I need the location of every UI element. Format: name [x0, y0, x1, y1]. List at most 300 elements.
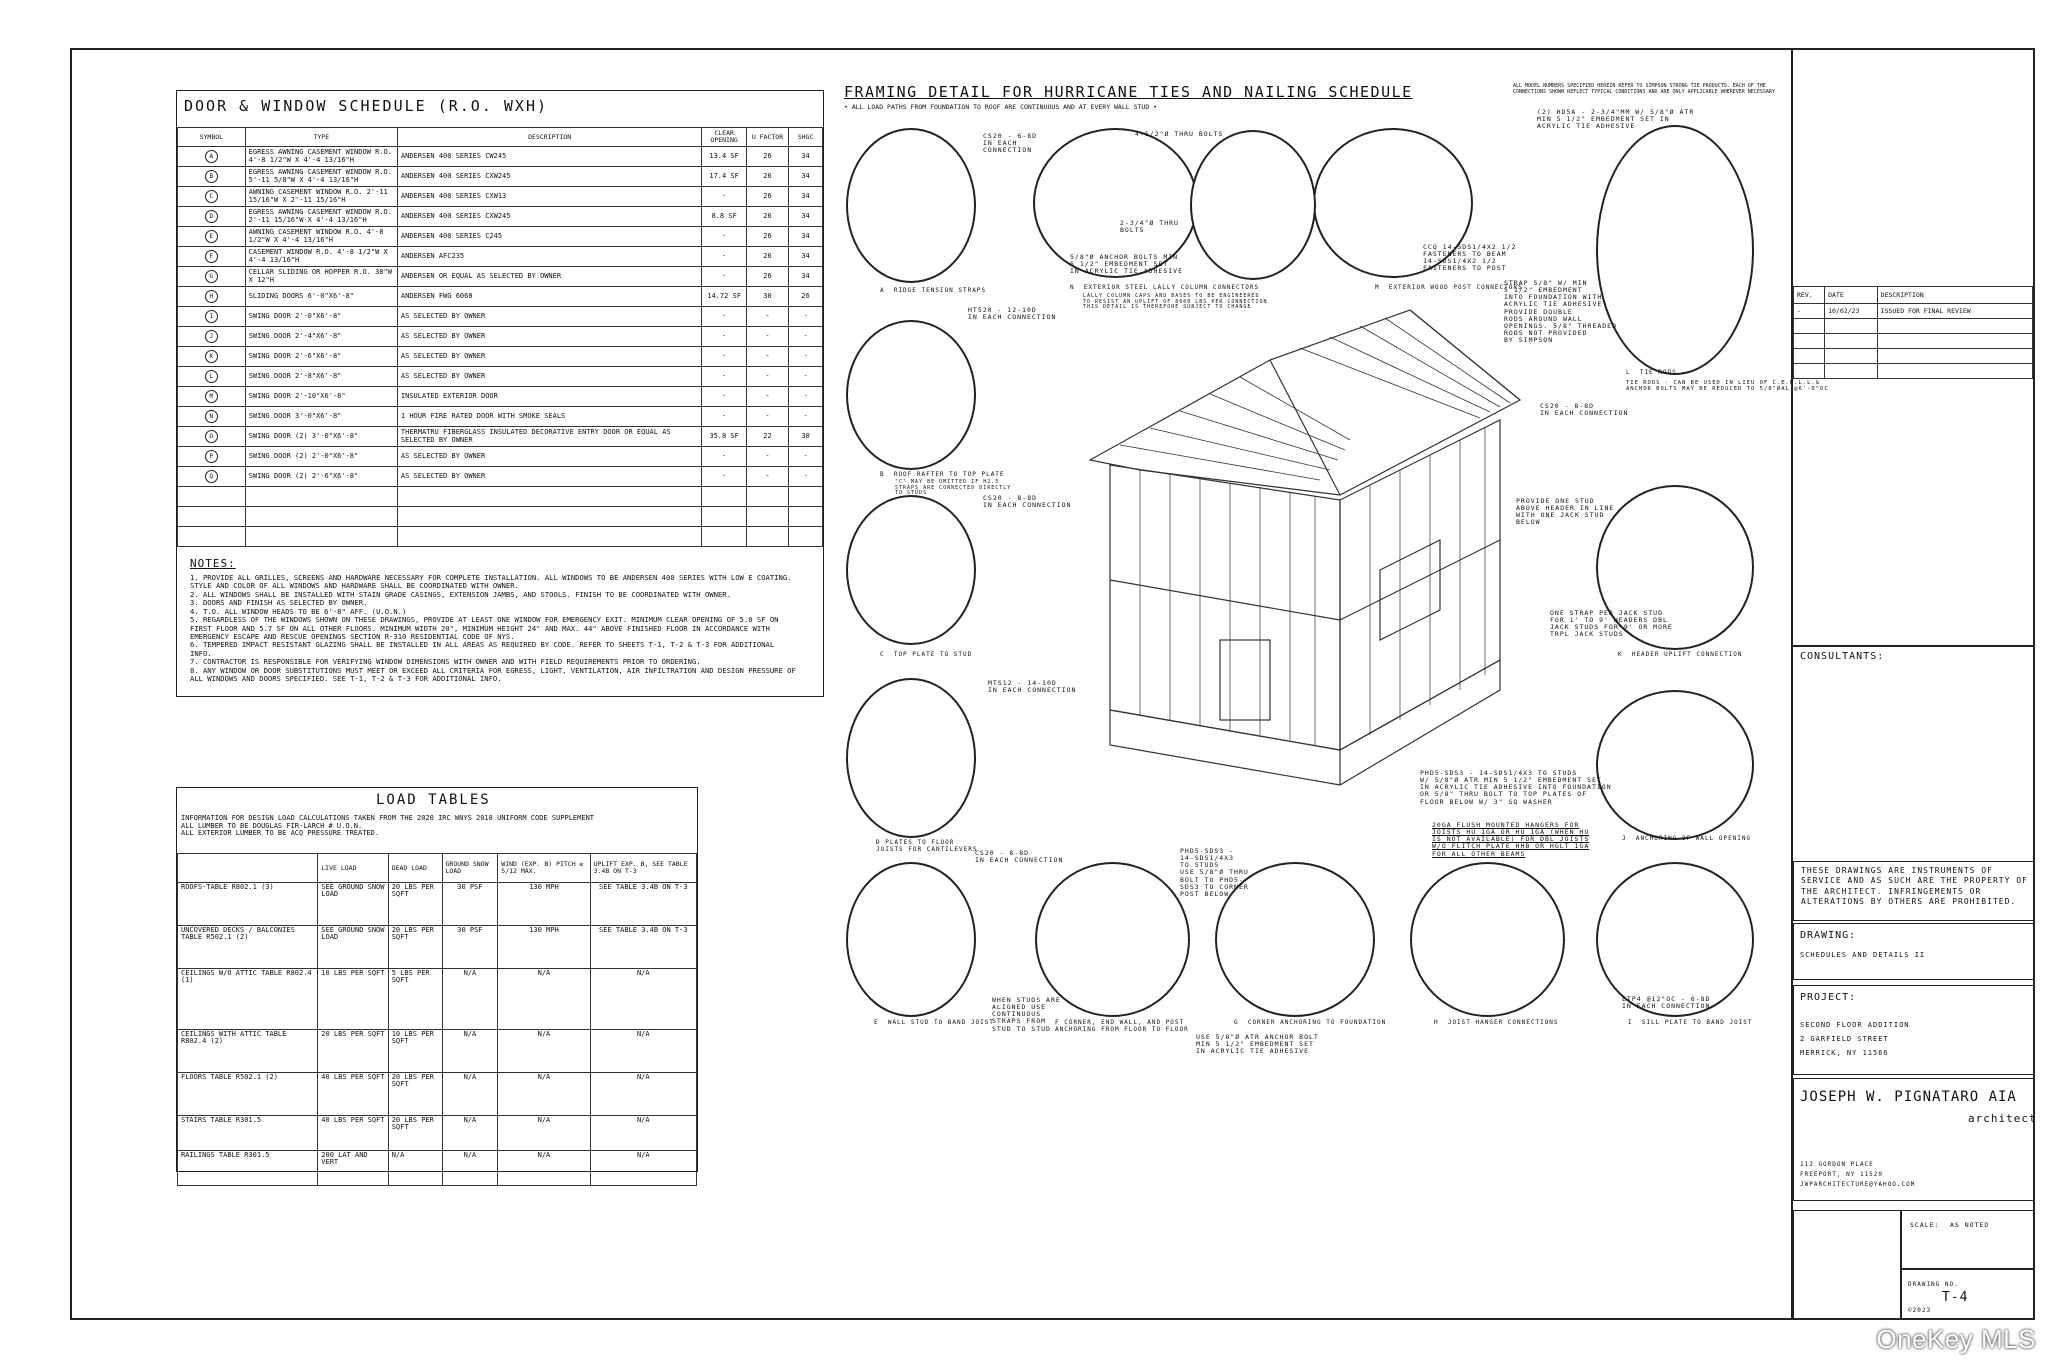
detail-label-d: D PLATES TO FLOOR JOISTS FOR CANTILEVERS — [876, 839, 978, 853]
schedule-cell: - — [702, 267, 746, 287]
schedule-empty-cell — [789, 507, 823, 527]
framing-model-note: ALL MODEL NUMBERS SPECIFIED HEREIN REFER TO SIMPSON STRONG TIE PRODUCTS. EACH OF THE CONNECTIONS SHOWN REFLECT TYPICAL CONDITIONS AND ARE ONLY APPLICABLE WHEREVER NECESSARY — [1513, 83, 1775, 95]
schedule-cell: - — [702, 327, 746, 347]
load-cell: 130 MPH — [498, 883, 590, 926]
schedule-cell: 26 — [789, 287, 823, 307]
schedule-row — [178, 267, 823, 287]
callout-ht520: HT520 - 12-10D IN EACH CONNECTION — [968, 306, 1057, 322]
schedule-cell: AS SELECTED BY OWNER — [397, 367, 702, 387]
schedule-symbol-cell — [178, 367, 246, 387]
revision-empty-cell — [1794, 349, 1825, 364]
note-item: 8. ANY WINDOW OR DOOR SUBSTITUTIONS MUST MEET OR EXCEED ALL CRITERIA FOR EGRESS, LIGHT, VENTILATION, AIR INFILTRATION AND DESIGN PRESSURE OF ALL WINDOWS AND DOORS SPECIFIED. SEE T-1, T-2 & T-3 FOR ADDITIONAL INFO. — [190, 665, 796, 684]
note-item: 6. TEMPERED IMPACT RESISTANT GLAZING SHALL BE INSTALLED IN ALL AREAS AS REQUIRED BY CODE. REFER TO SHEETS T-1, T-2 & T-3 FOR ADDITIONAL INFO. — [190, 640, 775, 658]
load-cell: 130 MPH — [498, 926, 590, 969]
schedule-empty-cell — [245, 527, 397, 547]
load-cell: FLOORS TABLE R502.1 (2) — [178, 1073, 318, 1116]
schedule-empty-cell — [397, 487, 702, 507]
schedule-symbol-cell — [178, 307, 246, 327]
schedule-cell: SWING DOOR (2) 2'-0"X6'-8" — [245, 447, 397, 467]
load-header-cell: DEAD LOAD — [388, 854, 442, 883]
schedule-header-cell: DESCRIPTION — [397, 128, 702, 147]
revision-empty-cell — [1825, 334, 1878, 349]
schedule-cell: 34 — [789, 187, 823, 207]
schedule-empty-cell — [245, 487, 397, 507]
schedule-cell: 30 — [746, 287, 788, 307]
callout-provide-stud: PROVIDE ONE STUD ABOVE HEADER IN LINE WITH ONE JACK STUD BELOW — [1516, 497, 1615, 527]
detail-circle-n2 — [1190, 130, 1316, 280]
schedule-symbol-cell — [178, 387, 246, 407]
load-cell: SEE GROUND SNOW LOAD — [318, 883, 388, 926]
load-cell: UNCOVERED DECKS / BALCONIES TABLE R502.1 (2) — [178, 926, 318, 969]
schedule-row — [178, 287, 823, 307]
schedule-cell: 22 — [746, 427, 788, 447]
load-cell: N/A — [442, 969, 498, 1030]
load-cell: N/A — [498, 1030, 590, 1073]
revision-header-cell: DATE — [1825, 287, 1878, 304]
schedule-empty-cell — [746, 487, 788, 507]
revision-empty-row — [1794, 349, 2033, 364]
callout-phd5-2: PHD5-SDS3 - 14-SDS1/4X3 TO STUDS USE 5/8"Ø THRU BOLT TO PHD5- SDS3 TO CORNER POST BELOW — [1180, 847, 1249, 898]
schedule-symbol: H — [205, 290, 218, 303]
load-cell: 20 LBS PER SQFT — [388, 926, 442, 969]
address-line-3: JWPARCHITECTURE@YAHOO.COM — [1800, 1181, 1916, 1188]
detail-label-m: M EXTERIOR WOOD POST CONNECTORS — [1375, 284, 1523, 291]
schedule-symbol: B — [205, 170, 218, 183]
revision-cell: - — [1794, 304, 1825, 319]
consultants-label: CONSULTANTS: — [1800, 651, 1885, 662]
load-cell: 200 LAT AND VERT — [318, 1151, 388, 1186]
schedule-cell: 34 — [789, 147, 823, 167]
schedule-symbol: F — [205, 250, 218, 263]
schedule-empty-cell — [178, 527, 246, 547]
drawing-label: DRAWING: — [1800, 930, 1857, 941]
schedule-cell: SWING DOOR 2'-4"X6'-8" — [245, 327, 397, 347]
schedule-cell: 14.72 SF — [702, 287, 746, 307]
schedule-cell: - — [746, 467, 788, 487]
load-cell: SEE GROUND SNOW LOAD — [318, 926, 388, 969]
schedule-row — [178, 427, 823, 447]
revision-empty-row — [1794, 364, 2033, 379]
schedule-symbol-cell — [178, 207, 246, 227]
schedule-cell: - — [702, 467, 746, 487]
revision-row — [1794, 304, 2033, 319]
detail-circle-d — [846, 678, 976, 838]
load-cell: 20 LBS PER SQFT — [388, 1073, 442, 1116]
schedule-cell: CELLAR SLIDING OR HOPPER R.O. 38"W X 12"H — [245, 267, 397, 287]
load-header-cell: WIND (EXP. B) PITCH ≥ 5/12 MAX. — [498, 854, 590, 883]
detail-label-b-note: "C" MAY BE OMITTED IF H2.5 STRAPS ARE CONNECTED DIRECTLY TO STUDS — [895, 479, 1012, 496]
schedule-cell: 35.8 SF — [702, 427, 746, 447]
schedule-cell: SWING DOOR (2) 3'-0"X6'-8" — [245, 427, 397, 447]
schedule-symbol-cell — [178, 407, 246, 427]
callout-jack-stud: ONE STRAP PER JACK STUD FOR 1' TO 9' HEADERS DBL JACK STUDS FOR 9' OR MORE TRPL JACK STUDS — [1550, 609, 1673, 639]
detail-label-j: J ANCHORING OF WALL OPENING — [1622, 835, 1752, 842]
scale-value: AS NOTED — [1950, 1221, 1990, 1229]
schedule-empty-cell — [178, 507, 246, 527]
load-cell: 5 LBS PER SQFT — [388, 969, 442, 1030]
detail-circle-f — [1035, 862, 1190, 1017]
schedule-cell: SWING DOOR (2) 2'-6"X6'-8" — [245, 467, 397, 487]
load-cell: N/A — [590, 1151, 696, 1186]
load-header-cell: LIVE LOAD — [318, 854, 388, 883]
schedule-symbol-cell — [178, 347, 246, 367]
schedule-cell: AS SELECTED BY OWNER — [397, 467, 702, 487]
load-cell: N/A — [442, 1151, 498, 1186]
schedule-title: DOOR & WINDOW SCHEDULE (R.O. WXH) — [184, 97, 549, 115]
address-line-2: FREEPORT, NY 11520 — [1800, 1171, 1884, 1178]
load-tables-title: LOAD TABLES — [376, 792, 491, 808]
schedule-cell: - — [702, 387, 746, 407]
schedule-symbol: D — [205, 210, 218, 223]
scale-divider-h — [1900, 1268, 2035, 1270]
load-header-cell: GROUND SNOW LOAD — [442, 854, 498, 883]
callout-cs20-a: CS20 - 6-8D IN EACH CONNECTION — [983, 132, 1038, 155]
load-tables-table — [177, 853, 697, 1186]
schedule-cell: AS SELECTED BY OWNER — [397, 447, 702, 467]
schedule-symbol: P — [205, 450, 218, 463]
schedule-cell: - — [746, 387, 788, 407]
project-line-1: SECOND FLOOR ADDITION — [1800, 1021, 1910, 1029]
schedule-cell: - — [789, 347, 823, 367]
schedule-cell: - — [702, 307, 746, 327]
schedule-symbol: K — [205, 350, 218, 363]
detail-circle-a — [846, 128, 976, 283]
load-cell: SEE TABLE 3.4B ON T-3 — [590, 883, 696, 926]
copyright: ©2023 — [1908, 1307, 1932, 1314]
schedule-symbol-cell — [178, 247, 246, 267]
schedule-symbol-cell — [178, 447, 246, 467]
load-tables-intro: INFORMATION FOR DESIGN LOAD CALCULATIONS TAKEN FROM THE 2020 IRC WNYS 2018 UNIFORM CODE SUPPLEMENT ALL LUMBER TO BE DOUGLAS FIR-LARCH # U.O.N. ALL EXTERIOR LUMBER TO BE ACQ PRESSURE TREATED. — [181, 814, 595, 838]
callout-strap: STRAP 5/8" W/ MIN 5 1/2" EMBEDMENT INTO FOUNDATION WITH ACRYLIC TIE ADHESIVE PROVIDE DOUBLE RODS AROUND WALL OPENINGS. 5/8" THREADED RODS NOT PROVIDED BY SIMPSON — [1504, 279, 1618, 345]
tb-divider-1 — [1793, 645, 2035, 647]
detail-label-c: C TOP PLATE TO STUD — [880, 651, 973, 658]
drawing-no-label: DRAWING NO. — [1908, 1281, 1959, 1288]
revision-empty-cell — [1877, 349, 2032, 364]
schedule-cell: - — [702, 367, 746, 387]
load-row — [178, 926, 697, 969]
schedule-symbol: I — [205, 310, 218, 323]
watermark: OneKey MLS — [1876, 1324, 2036, 1354]
schedule-symbol-cell — [178, 187, 246, 207]
load-cell: 20 LBS PER SQFT — [388, 883, 442, 926]
load-cell: N/A — [590, 969, 696, 1030]
callout-cs20-c: CS20 - 8-8D IN EACH CONNECTION — [983, 494, 1072, 510]
load-cell: 10 LBS PER SQFT — [388, 1030, 442, 1073]
callout-thru-bolts: 4-1/2"Ø THRU BOLTS — [1135, 130, 1224, 138]
schedule-row — [178, 347, 823, 367]
load-cell: CEILINGS WITH ATTIC TABLE R802.4 (2) — [178, 1030, 318, 1073]
schedule-row — [178, 327, 823, 347]
detail-label-l: L TIE RODS - — [1626, 369, 1686, 376]
schedule-cell: 34 — [789, 227, 823, 247]
schedule-symbol: J — [205, 330, 218, 343]
schedule-cell: ANDERSEN 400 SERIES CXW245 — [397, 167, 702, 187]
load-cell: N/A — [590, 1030, 696, 1073]
schedule-empty-cell — [397, 527, 702, 547]
address-line-1: 112 GORDON PLACE — [1800, 1161, 1874, 1168]
schedule-empty-cell — [746, 527, 788, 547]
detail-label-e: E WALL STUD TO BAND JOIST — [874, 1019, 994, 1026]
schedule-symbol-cell — [178, 147, 246, 167]
schedule-symbol: M — [205, 390, 218, 403]
detail-label-a: A RIDGE TENSION STRAPS — [880, 287, 987, 294]
schedule-symbol-cell — [178, 267, 246, 287]
schedule-row — [178, 407, 823, 427]
schedule-cell: INSULATED EXTERIOR DOOR — [397, 387, 702, 407]
schedule-empty-cell — [702, 487, 746, 507]
schedule-cell: AS SELECTED BY OWNER — [397, 347, 702, 367]
schedule-cell: 1 HOUR FIRE RATED DOOR WITH SMOKE SEALS — [397, 407, 702, 427]
schedule-cell: 34 — [789, 167, 823, 187]
schedule-empty-cell — [789, 487, 823, 507]
schedule-empty-cell — [178, 487, 246, 507]
schedule-row — [178, 207, 823, 227]
load-header-cell — [178, 854, 318, 883]
schedule-cell: 34 — [789, 207, 823, 227]
callout-cs20-e: CS20 - 8-8D IN EACH CONNECTION — [975, 849, 1064, 865]
drawing-value: SCHEDULES AND DETAILS II — [1800, 951, 1926, 959]
revision-empty-cell — [1877, 334, 2032, 349]
callout-atr-anchor: USE 5/8"Ø ATR ANCHOR BOLT MIN 5 1/2" EMBEDMENT SET IN ACRYLIC TIE ADHESIVE — [1196, 1033, 1319, 1056]
schedule-cell: - — [746, 407, 788, 427]
schedule-cell: 17.4 SF — [702, 167, 746, 187]
detail-circle-e — [846, 862, 976, 1017]
schedule-cell: ANDERSEN FWG 6068 — [397, 287, 702, 307]
load-cell: 40 LBS PER SQFT — [318, 1116, 388, 1151]
note-item: 4. T.O. ALL WINDOW HEADS TO BE 6'-8" AFF. (U.O.N.) — [190, 606, 407, 616]
revision-empty-cell — [1794, 334, 1825, 349]
load-cell: N/A — [498, 969, 590, 1030]
schedule-cell: THERMATRU FIBERGLASS INSULATED DECORATIVE ENTRY DOOR OR EQUAL AS SELECTED BY OWNER — [397, 427, 702, 447]
schedule-header-cell: TYPE — [245, 128, 397, 147]
schedule-cell: 26 — [746, 187, 788, 207]
schedule-empty-row — [178, 507, 823, 527]
detail-label-i: I SILL PLATE TO BAND JOIST — [1628, 1019, 1753, 1026]
schedule-symbol: A — [205, 150, 218, 163]
callout-cs20-b: CS20 - 8-8D IN EACH CONNECTION — [1540, 402, 1629, 418]
schedule-empty-cell — [789, 527, 823, 547]
schedule-cell: 8.8 SF — [702, 207, 746, 227]
callout-ccq: CCQ 14-SDS1/4X2 1/2 FASTENERS TO BEAM 14-SDS1/4X2 1/2 FASTENERS TO POST — [1423, 243, 1517, 273]
detail-circle-h — [1410, 862, 1565, 1017]
schedule-symbol: N — [205, 410, 218, 423]
load-cell: 40 LBS PER SQFT — [318, 1073, 388, 1116]
schedule-empty-cell — [245, 507, 397, 527]
schedule-symbol-cell — [178, 227, 246, 247]
detail-label-k: K HEADER UPLIFT CONNECTION — [1618, 651, 1743, 658]
load-row — [178, 1151, 697, 1186]
schedule-cell: - — [789, 327, 823, 347]
schedule-cell: SWING DOOR 3'-0"X6'-8" — [245, 407, 397, 427]
schedule-cell: SWING DOOR 2'-8"X6'-8" — [245, 367, 397, 387]
revision-empty-cell — [1825, 364, 1878, 379]
load-cell: N/A — [442, 1073, 498, 1116]
note-item: 5. REGARDLESS OF THE WINDOWS SHOWN ON THESE DRAWINGS, PROVIDE AT LEAST ONE WINDOW FOR EMERGENCY EXIT. MINIMUM CLEAR OPENING OF 5.0 SF ON FIRST FLOOR AND 5.7 SF ON ALL OTHER FLOORS. MINIMUM WIDTH 20", MINIMUM HEIGHT 24" AND MAX. 44" ABOVE FINISHED FLOOR IN ACCORDANCE WITH EMERGENCY ESCAPE AND RESCUE OPENINGS SECTION R-310 RESIDENTIAL CODE OF NYS. — [190, 615, 779, 641]
callout-tie-rods: TIE RODS - CAN BE USED IN LIEU OF C.E.K.L.L.& ANCHOR BOLTS MAY BE REDUCED TO 5/8"ØAL @6'-0"OC — [1626, 380, 1829, 393]
schedule-cell: - — [789, 467, 823, 487]
load-cell: ROOFS-TABLE R802.1 (3) — [178, 883, 318, 926]
revision-cell: ISSUED FOR FINAL REVIEW — [1877, 304, 2032, 319]
revision-empty-row — [1794, 334, 2033, 349]
load-header-cell: UPLIFT EXP. B, SEE TABLE 3.4B ON T-3 — [590, 854, 696, 883]
detail-label-h: H JOIST HANGER CONNECTIONS — [1434, 1019, 1559, 1026]
revision-empty-row — [1794, 319, 2033, 334]
schedule-empty-cell — [746, 507, 788, 527]
load-cell: 20 LBS PER SQFT — [318, 1030, 388, 1073]
project-line-2: 2 GARFIELD STREET — [1800, 1035, 1889, 1043]
schedule-header-cell: CLEAR OPENING — [702, 128, 746, 147]
callout-mts12: MTS12 - 14-10D IN EACH CONNECTION — [988, 679, 1077, 695]
callout-phd5: PHD5-SDS3 - 14-SDS1/4X3 TO STUDS W/ 5/8"Ø ATR MIN 5 1/2" EMBEDMENT SET IN ACRYLIC TIE ADHESIVE INTO FOUNDATION OR 5/8" THRU BOLT TO TOP PLATES OF FLOOR BELOW W/ 3" SQ WASHER — [1420, 769, 1612, 806]
callout-hd5a: (2) HD5A - 2-3/4"MM W/ 5/8"Ø ATR MIN 5 1/2" EMBEDMENT SET IN ACRYLIC TIE ADHESIVE — [1537, 108, 1695, 131]
schedule-cell: - — [702, 247, 746, 267]
revision-empty-cell — [1825, 319, 1878, 334]
schedule-cell: - — [746, 367, 788, 387]
load-row — [178, 1116, 697, 1151]
schedule-symbol: Q — [205, 470, 218, 483]
schedule-cell: SLIDING DOORS 6'-0"X6'-8" — [245, 287, 397, 307]
detail-label-n: N EXTERIOR STEEL LALLY COLUMN CONNECTORS — [1070, 284, 1260, 291]
schedule-symbol: E — [205, 230, 218, 243]
project-line-3: MERRICK, NY 11566 — [1800, 1049, 1889, 1057]
schedule-cell: 26 — [746, 207, 788, 227]
callout-continuous-straps: WHEN STUDS ARE ALIGNED USE CONTINUOUS STRAPS FROM STUD TO STUD — [992, 996, 1061, 1033]
schedule-cell: AWNING CASEMENT WINDOW R.O. 2'-11 15/16"W X 2'-11 15/16"H — [245, 187, 397, 207]
load-cell: 10 LBS PER SQFT — [318, 969, 388, 1030]
door-window-schedule-table — [177, 127, 823, 547]
drawing-no: T-4 — [1942, 1290, 1969, 1305]
load-cell: N/A — [388, 1151, 442, 1186]
revision-empty-cell — [1794, 319, 1825, 334]
load-cell: RAILINGS TABLE R301.5 — [178, 1151, 318, 1186]
load-cell: 30 PSF — [442, 926, 498, 969]
schedule-empty-row — [178, 527, 823, 547]
schedule-cell: - — [746, 307, 788, 327]
load-cell: 30 PSF — [442, 883, 498, 926]
schedule-cell: EGRESS AWNING CASEMENT WINDOW R.O. 2'-11 15/16"W X 4'-4 13/16"H — [245, 207, 397, 227]
project-label: PROJECT: — [1800, 992, 1857, 1003]
schedule-row — [178, 247, 823, 267]
schedule-cell: - — [789, 387, 823, 407]
detail-label-f: F CORNER, END WALL, AND POST ANCHORING FROM FLOOR TO FLOOR — [1055, 1019, 1189, 1033]
callout-lally: LALLY COLUMN CAPS AND BASES TO BE ENGINEERED TO RESIST AN UPLIFT OF 8000 LBS PER CONNECTION THIS DETAIL IS THEREFORE SUBJECT TO CHANGE — [1083, 293, 1268, 310]
schedule-cell: - — [702, 227, 746, 247]
load-row — [178, 969, 697, 1030]
load-cell: SEE TABLE 3.4B ON T-3 — [590, 926, 696, 969]
schedule-cell: - — [746, 347, 788, 367]
schedule-symbol: L — [205, 370, 218, 383]
schedule-empty-row — [178, 487, 823, 507]
framing-subtitle: • ALL LOAD PATHS FROM FOUNDATION TO ROOF ARE CONTINUOUS AND AT EVERY WALL STUD • — [844, 103, 1158, 111]
schedule-cell: 26 — [746, 167, 788, 187]
schedule-row — [178, 167, 823, 187]
schedule-row — [178, 467, 823, 487]
schedule-header-cell: SHGC — [789, 128, 823, 147]
schedule-symbol-cell — [178, 467, 246, 487]
scale-label: SCALE: — [1910, 1221, 1940, 1229]
disclaimer-text: THESE DRAWINGS ARE INSTRUMENTS OF SERVICE AND AS SUCH ARE THE PROPERTY OF THE ARCHITECT. INFRINGEMENTS OR ALTERATIONS BY OTHERS ARE PROHIBITED. — [1801, 866, 2028, 907]
scale-divider-v — [1900, 1210, 1902, 1320]
revision-empty-cell — [1825, 349, 1878, 364]
schedule-cell: SWING DOOR 2'-6"X6'-8" — [245, 347, 397, 367]
callout-hangers: 20GA FLUSH MOUNTED HANGERS FOR JOISTS HU 1GA OR HU 1GA (WHEN HU IS NOT AVAILABLE) FOR DBL JOISTS W/O FLITCH PLATE HHB OR HGLT 1GA FOR ALL OTHER BEAMS — [1432, 821, 1590, 858]
detail-circle-c — [846, 495, 976, 645]
note-item: 2. ALL WINDOWS SHALL BE INSTALLED WITH STAIN GRADE CASINGS, EXTENSION JAMBS, AND STOOLS. FINISH TO BE COORDINATED WITH OWNER. — [190, 589, 731, 599]
schedule-cell: 26 — [746, 247, 788, 267]
architect-title: architect — [1968, 1112, 2037, 1125]
revision-empty-cell — [1794, 364, 1825, 379]
schedule-cell: - — [746, 447, 788, 467]
schedule-cell: EGRESS AWNING CASEMENT WINDOW R.O. 4'-8 1/2"W X 4'-4 13/16"H — [245, 147, 397, 167]
schedule-cell: - — [702, 187, 746, 207]
schedule-row — [178, 387, 823, 407]
schedule-cell: 34 — [789, 247, 823, 267]
note-item: 7. CONTRACTOR IS RESPONSIBLE FOR VERIFYING WINDOW DIMENSIONS WITH OWNER AND WITH FIELD REQUIREMENTS PRIOR TO ORDERING. — [190, 657, 701, 667]
schedule-cell: 30 — [789, 427, 823, 447]
schedule-cell: SWING DOOR 2'-10"X6'-8" — [245, 387, 397, 407]
schedule-symbol-cell — [178, 167, 246, 187]
schedule-cell: ANDERSEN 400 SERIES CXW13 — [397, 187, 702, 207]
schedule-cell: - — [702, 407, 746, 427]
schedule-cell: ANDERSEN 400 SERIES CXW245 — [397, 207, 702, 227]
schedule-cell: ANDERSEN 400 SERIES C245 — [397, 227, 702, 247]
schedule-symbol: G — [205, 270, 218, 283]
callout-anchor-bolts: 5/8"Ø ANCHOR BOLTS MIN 5 1/2" EMBEDMENT SET IN ACRYLIC TIE ADHESIVE — [1070, 253, 1184, 276]
load-cell: N/A — [590, 1073, 696, 1116]
revision-header-cell: DESCRIPTION — [1877, 287, 2032, 304]
schedule-cell: 26 — [746, 227, 788, 247]
schedule-cell: 26 — [746, 267, 788, 287]
schedule-cell: - — [702, 447, 746, 467]
schedule-cell: AWNING CASEMENT WINDOW R.O. 4'-8 1/2"W X 4'-4 13/16"H — [245, 227, 397, 247]
load-row — [178, 1030, 697, 1073]
detail-circle-l — [1596, 125, 1754, 375]
detail-label-g: G CORNER ANCHORING TO FOUNDATION — [1234, 1019, 1387, 1026]
load-row — [178, 1073, 697, 1116]
schedule-cell: 34 — [789, 267, 823, 287]
schedule-cell: ANDERSEN 400 SERIES CW245 — [397, 147, 702, 167]
schedule-cell: ANDERSEN OR EQUAL AS SELECTED BY OWNER — [397, 267, 702, 287]
schedule-cell: ANDERSEN AFC235 — [397, 247, 702, 267]
load-cell: STAIRS TABLE R301.5 — [178, 1116, 318, 1151]
load-cell: N/A — [590, 1116, 696, 1151]
notes-title: NOTES: — [190, 557, 236, 570]
schedule-cell: AS SELECTED BY OWNER — [397, 307, 702, 327]
schedule-cell: 26 — [746, 147, 788, 167]
schedule-cell: 13.4 SF — [702, 147, 746, 167]
load-cell: N/A — [498, 1073, 590, 1116]
schedule-cell: - — [702, 347, 746, 367]
schedule-empty-cell — [702, 527, 746, 547]
callout-ltp4: LTP4 @12"OC - 6-8D IN EACH CONNECTION — [1622, 995, 1711, 1011]
load-cell: N/A — [498, 1116, 590, 1151]
notes-list — [190, 574, 800, 683]
revision-empty-cell — [1877, 364, 2032, 379]
callout-thru-bolts-2: 2-3/4"Ø THRU BOLTS — [1120, 219, 1179, 235]
schedule-cell: EGRESS AWNING CASEMENT WINDOW R.O. 5'-11 5/8"W X 4'-4 13/16"H — [245, 167, 397, 187]
load-cell: N/A — [498, 1151, 590, 1186]
note-item: 1. PROVIDE ALL GRILLES, SCREENS AND HARDWARE NECESSARY FOR COMPLETE INSTALLATION. ALL WINDOWS TO BE ANDERSEN 400 SERIES WITH LOW E COATING. STYLE AND COLOR OF ALL WINDOWS AND HARDWARE SHALL BE COORDINATED WITH OWNER. — [190, 573, 792, 591]
schedule-empty-cell — [702, 507, 746, 527]
schedule-row — [178, 187, 823, 207]
schedule-symbol-cell — [178, 427, 246, 447]
architect-name: JOSEPH W. PIGNATARO AIA — [1800, 1089, 2017, 1105]
detail-label-b: B ROOF RAFTER TO TOP PLATE — [880, 471, 1005, 478]
schedule-cell: AS SELECTED BY OWNER — [397, 327, 702, 347]
schedule-symbol-cell — [178, 287, 246, 307]
revision-empty-cell — [1877, 319, 2032, 334]
schedule-symbol: O — [205, 430, 218, 443]
